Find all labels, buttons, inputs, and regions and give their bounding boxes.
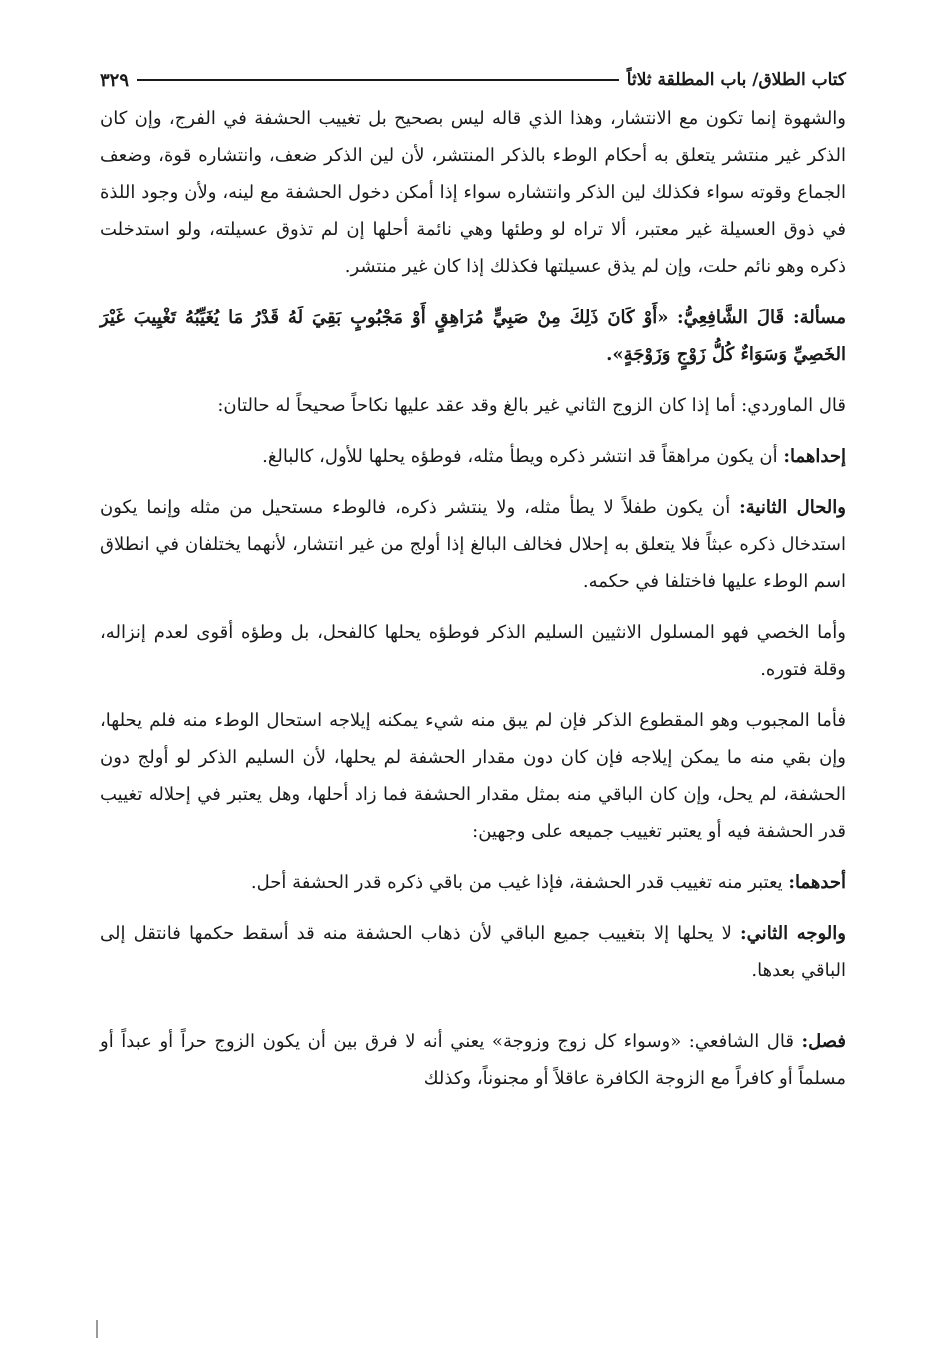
paragraph-2 (100, 299, 846, 373)
paragraph-6-text: وأما الخصي فهو المسلول الانثيين السليم الذكر فوطؤه يحلها كالفحل، بل وطؤه أقوى لعدم إنزاله، وقلة فتوره. (100, 622, 846, 680)
paragraph-8-text: يعتبر منه تغييب قدر الحشفة، فإذا غيب من باقي ذكره قدر الحشفة أحل. (250, 872, 783, 893)
paragraph-10 (100, 1023, 846, 1097)
paragraph-3 (100, 387, 846, 424)
paragraph-9-text: لا يحلها إلا بتغييب جميع الباقي لأن ذهاب الحشفة منه قد أسقط حكمها فانتقل إلى الباقي بعدها. (100, 923, 846, 981)
paragraph-4-lead: إحداهما: (783, 446, 846, 467)
header-rule (137, 79, 619, 81)
paragraph-6 (100, 614, 846, 688)
paragraph-9 (100, 915, 846, 989)
paragraph-4-text: أن يكون مراهقاً قد انتشر ذكره ويطأ مثله، فوطؤه يحلها للأول، كالبالغ. (262, 446, 778, 467)
paragraph-8-lead: أحدهما: (788, 872, 846, 893)
book-page (100, 60, 846, 1360)
paragraph-3-text: قال الماوردي: أما إذا كان الزوج الثاني غير بالغ وقد عقد عليها نكاحاً صحيحاً له حالتان: (217, 395, 846, 416)
paragraph-2-text: «أَوْ كَانَ ذَلِكَ مِنْ صَبِيٍّ مُرَاهِقٍ أَوْ مَجْبُوبٍ بَقِيَ لَهُ قَدْرُ مَا يُغَيِّبُهُ تَغْيِيبَ غَيْرَ الخَصِيِّ وَسَوَاءٌ كُلُّ زَوْجٍ وَزَوْجَةٍ». (100, 307, 846, 365)
paragraph-5-lead: والحال الثانية: (739, 497, 846, 518)
paragraph-5 (100, 489, 846, 600)
paragraph-10-lead: فصل: (801, 1031, 847, 1052)
paragraph-8 (100, 864, 846, 901)
paragraph-5-text: أن يكون طفلاً لا يطأ مثله، ولا ينتشر ذكره، فالوطء مستحيل من مثله وإنما يكون استدخال ذكره عبثاً فلا يتعلق به إحلال فخالف البالغ إذا أولج من غير انتشار، لأنهما يختلفان في انطلاق اسم الوطء عليها فاختلفا في حكمه. (100, 497, 846, 592)
running-header (100, 60, 846, 100)
paragraph-2-lead: مسألة: قَالَ الشَّافِعِيُّ: (676, 307, 846, 328)
paragraph-4 (100, 438, 846, 475)
page-number: ٣٢٩ (100, 69, 130, 91)
paragraph-10-text: قال الشافعي: «وسواء كل زوج وزوجة» يعني أنه لا فرق بين أن يكون الزوج حراً أو عبداً أو مسلماً أو كافراً مع الزوجة الكافرة عاقلاً أو مجنوناً، وكذلك (100, 1031, 846, 1089)
paragraph-9-lead: والوجه الثاني: (740, 923, 846, 944)
paragraph-1 (100, 100, 846, 285)
paragraph-7 (100, 702, 846, 850)
paragraph-1-text: والشهوة إنما تكون مع الانتشار، وهذا الذي قاله ليس بصحيح بل تغييب الحشفة في الفرج، وإن كان الذكر غير منتشر يتعلق به أحكام الوطء بالذكر المنتشر، لأن لين الذكر ضعف، وانتشاره قوة، وضعف الجماع وقوته سواء فكذلك لين الذكر وانتشاره سواء إذا أمكن دخول الحشفة مع لينه، ولأن وجود اللذة في ذوق العسيلة غير معتبر، ألا تراه لو وطئها وهي نائمة أحلها إن لم تذوق عسيلته، ولو استدخلت ذكره وهو نائم حلت، وإن لم يذق عسيلتها فكذلك إذا كان غير منتشر. (100, 108, 846, 277)
paragraph-7-text: فأما المجبوب وهو المقطوع الذكر فإن لم يبق منه شيء يمكنه إيلاجه استحال الوطء منه فلم يحلها، وإن بقي منه ما يمكن إيلاجه فإن كان دون مقدار الحشفة لم يحلها، لأن السليم الذكر لو أولج دون الحشفة، لم يحل، وإن كان الباقي منه بمثل مقدار الحشفة فما زاد أحلها، وهل يعتبر في إحلاله تغييب قدر الحشفة فيه أو يعتبر تغييب جميعه على وجهين: (100, 710, 846, 842)
header-title: كتاب الطلاق/ باب المطلقة ثلاثاً (626, 70, 846, 90)
margin-mark (96, 1320, 98, 1338)
